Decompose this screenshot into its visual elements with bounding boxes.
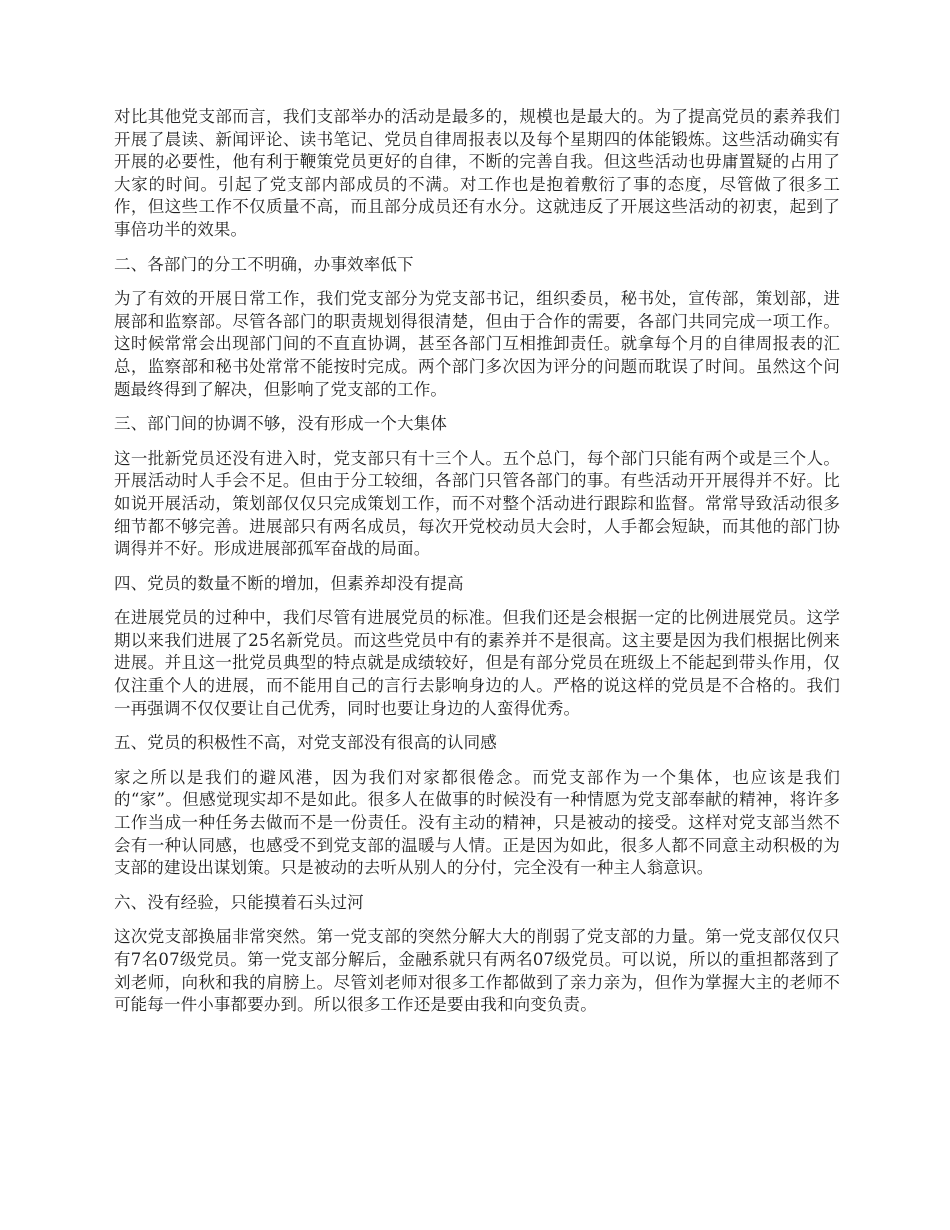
section-heading: 二、各部门的分工不明确，办事效率低下	[114, 254, 414, 274]
body-paragraph: 这次党支部换届非常突然。第一党支部的突然分解大大的削弱了党支部的力量。第一党支部仅仅只有7名07级党员。第一党支部分解后，金融系就只有两名07级党员。可以说，所以的重担都落到了刘老师，向秋和我的肩膀上。尽管刘老师对很多工作都做到了亲力亲为，但作为掌握大主的老师不可能每一件小事都要办到。所以很多工作还是要由我和向变负责。	[114, 927, 840, 1015]
section-heading: 六、没有经验，只能摸着石头过河	[114, 892, 364, 912]
body-paragraph: 家之所以是我们的避风港，因为我们对家都很倦念。而党支部作为一个集体，也应该是我们的“家”。但感觉现实却不是如此。很多人在做事的时候没有一种情愿为党支部奉献的精神，将许多工作当成一种任务去做而不是一份责任。没有主动的精神，只是被动的接受。这样对党支部当然不会有一种认同感，也感受不到党支部的温暖与人情。正是因为如此，很多人都不同意主动积极的为支部的建设出谋划策。只是被动的去听从别人的分付，完全没有一种主人翁意识。	[114, 767, 840, 878]
body-paragraph: 在进展党员的过种中，我们尽管有进展党员的标准。但我们还是会根据一定的比例进展党员。这学期以来我们进展了25名新党员。而这些党员中有的素养并不是很高。这主要是因为我们根据比例来进展。并且这一批党员典型的特点就是成绩较好，但是有部分党员在班级上不能起到带头作用，仅仅注重个人的进展，而不能用自己的言行去影响身边的人。严格的说这样的党员是不合格的。我们一再强调不仅仅要让自己优秀，同时也要让身边的人蛮得优秀。	[114, 608, 840, 718]
section-heading: 五、党员的积极性不高，对党支部没有很高的认同感	[114, 733, 497, 753]
section-heading: 四、党员的数量不断的增加，但素养却没有提高	[114, 573, 464, 593]
body-paragraph: 对比其他党支部而言，我们支部举办的活动是最多的，规模也是最大的。为了提高党员的素养我们开展了晨读、新闻评论、读书笔记、党员自律周报表以及每个星期四的体能锻炼。这些活动确实有开展的必要性，他有利于鞭策党员更好的自律，不断的完善自我。但这些活动也毋庸置疑的占用了大家的时间。引起了党支部内部成员的不满。对工作也是抱着敷衍了事的态度，尽管做了很多工作，但这些工作不仅质量不高，而且部分成员还有水分。这就违反了开展这些活动的初衷，起到了事倍功半的效果。	[114, 107, 840, 239]
document-body	[114, 106, 840, 1029]
body-paragraph: 这一批新党员还没有进入时，党支部只有十三个人。五个总门，每个部门只能有两个或是三个人。开展活动时人手会不足。但由于分工较细，各部门只管各部门的事。有些活动开开展得并不好。比如说开展活动，策划部仅仅只完成策划工作，而不对整个活动进行跟踪和监督。常常导致活动很多细节都不够完善。进展部只有两名成员，每次开党校动员大会时，人手都会短缺，而其他的部门协调得并不好。形成进展部孤军奋战的局面。	[114, 448, 840, 559]
body-paragraph: 为了有效的开展日常工作，我们党支部分为党支部书记，组织委员，秘书处，宣传部，策划部，进展部和监察部。尽管各部门的职责规划得很清楚，但由于合作的需要，各部门共同完成一项工作。这时候常常会出现部门间的不直直协调，甚至各部门互相推卸责任。就拿每个月的自律周报表的汇总，监察部和秘书处常常不能按时完成。两个部门多次因为评分的问题而耽误了时间。虽然这个问题最终得到了解决，但影响了党支部的工作。	[114, 289, 840, 399]
section-heading: 三、部门间的协调不够，没有形成一个大集体	[114, 414, 447, 434]
